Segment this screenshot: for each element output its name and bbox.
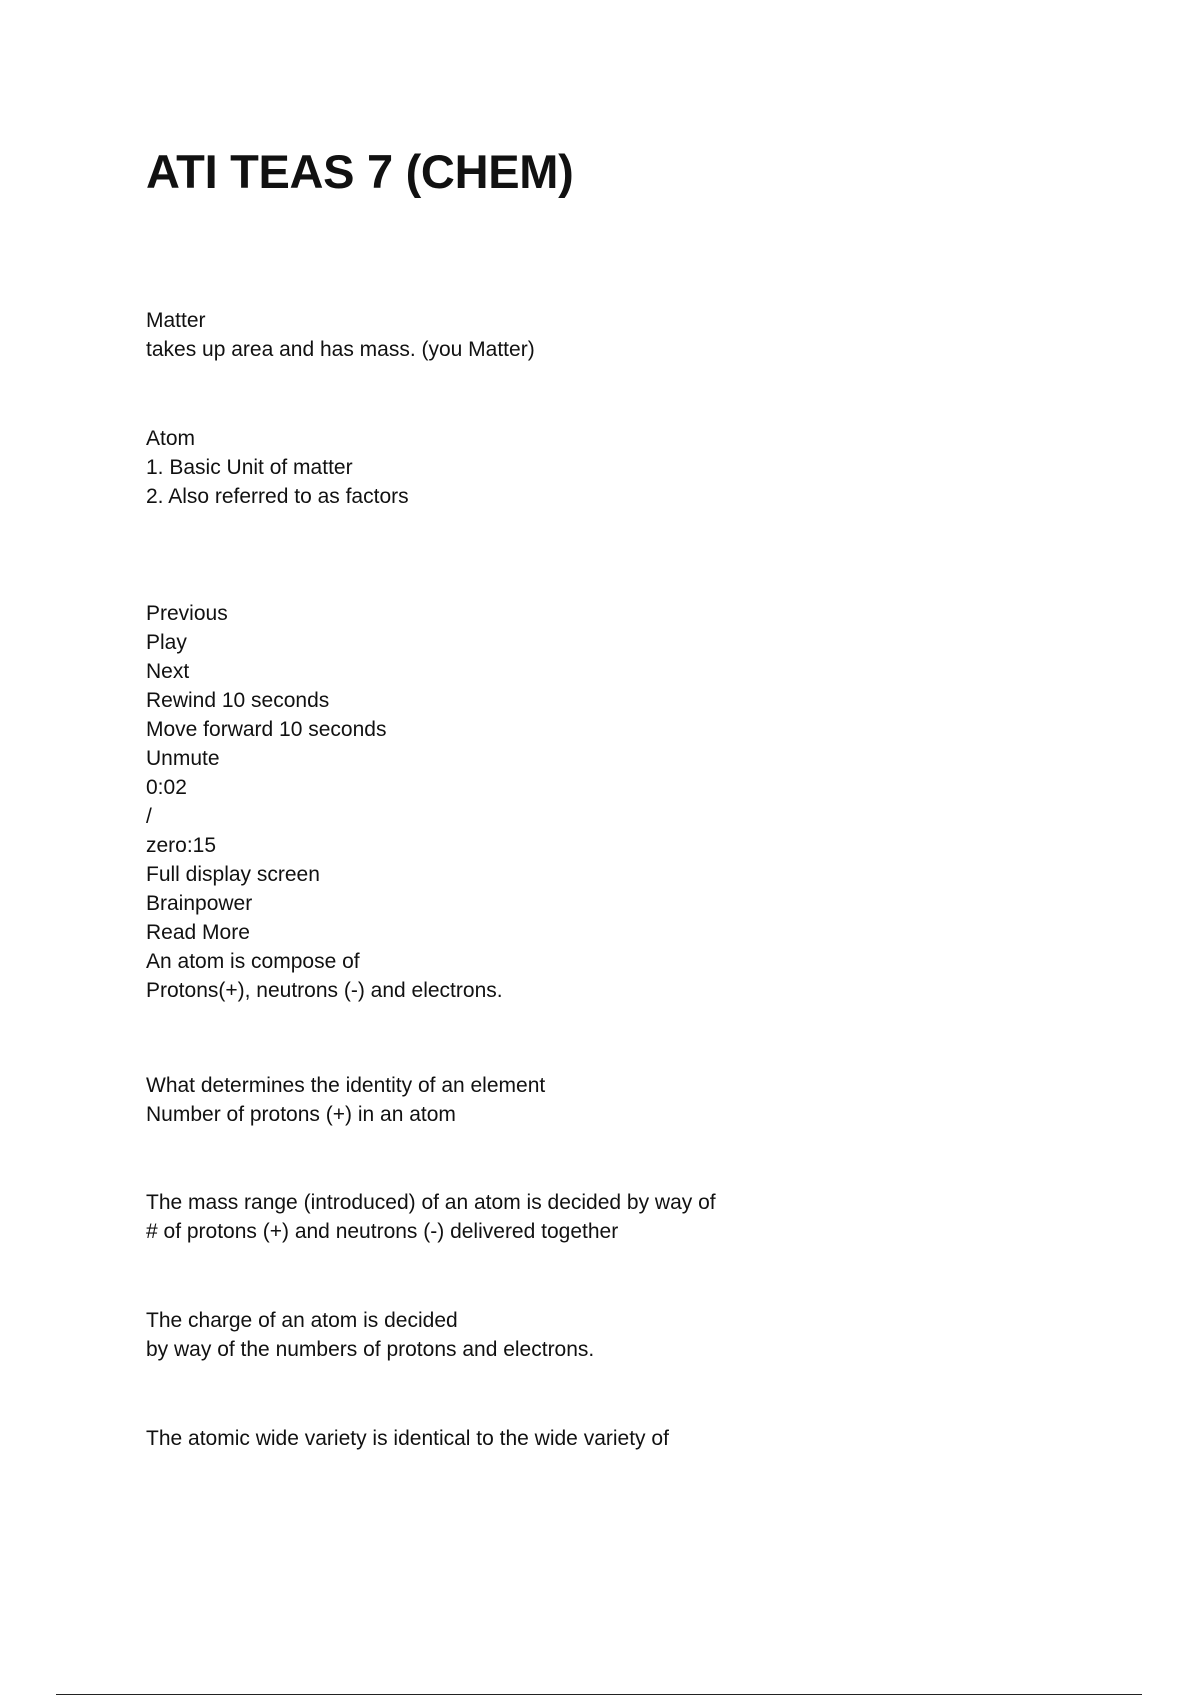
- term-identity: What determines the identity of an element: [146, 1074, 546, 1097]
- term-matter: Matter: [146, 309, 206, 332]
- term-atom-composition: An atom is compose of: [146, 950, 360, 973]
- rewind-label: Rewind 10 seconds: [146, 689, 330, 712]
- footer-divider: [56, 1694, 1142, 1695]
- definition-atom-line-2: 2. Also referred to as factors: [146, 485, 409, 508]
- duration: zero:15: [146, 834, 217, 857]
- play-label: Play: [146, 631, 187, 654]
- term-charge: The charge of an atom is decided: [146, 1309, 458, 1332]
- time-separator: /: [146, 805, 152, 828]
- current-time: 0:02: [146, 776, 187, 799]
- definition-atom-composition: Protons(+), neutrons (-) and electrons.: [146, 979, 503, 1002]
- definition-mass: # of protons (+) and neutrons (-) delivered together: [146, 1220, 619, 1243]
- flashcard-mass: [146, 1188, 716, 1246]
- next-label: Next: [146, 660, 190, 683]
- brainpower-label: Brainpower: [146, 892, 253, 915]
- flashcard-atomic-number: [146, 1424, 669, 1453]
- unmute-label: Unmute: [146, 747, 220, 770]
- definition-identity: Number of protons (+) in an atom: [146, 1103, 456, 1126]
- flashcard-matter: [146, 306, 535, 364]
- definition-atom-line-1: 1. Basic Unit of matter: [146, 456, 353, 479]
- page-title: ATI TEAS 7 (CHEM): [146, 145, 574, 198]
- media-player-text: [146, 599, 503, 1005]
- definition-matter: takes up area and has mass. (you Matter): [146, 338, 535, 361]
- previous-label: Previous: [146, 602, 228, 625]
- term-atom: Atom: [146, 427, 196, 450]
- term-mass: The mass range (introduced) of an atom is decided by way of: [146, 1191, 716, 1214]
- flashcard-charge: [146, 1306, 594, 1364]
- flashcard-atom: [146, 424, 409, 511]
- fullscreen-label: Full display screen: [146, 863, 320, 886]
- term-atomic-number: The atomic wide variety is identical to the wide variety of: [146, 1427, 669, 1450]
- flashcard-identity: [146, 1071, 545, 1129]
- definition-charge: by way of the numbers of protons and electrons.: [146, 1338, 595, 1361]
- forward-label: Move forward 10 seconds: [146, 718, 387, 741]
- read-more-label: Read More: [146, 921, 250, 944]
